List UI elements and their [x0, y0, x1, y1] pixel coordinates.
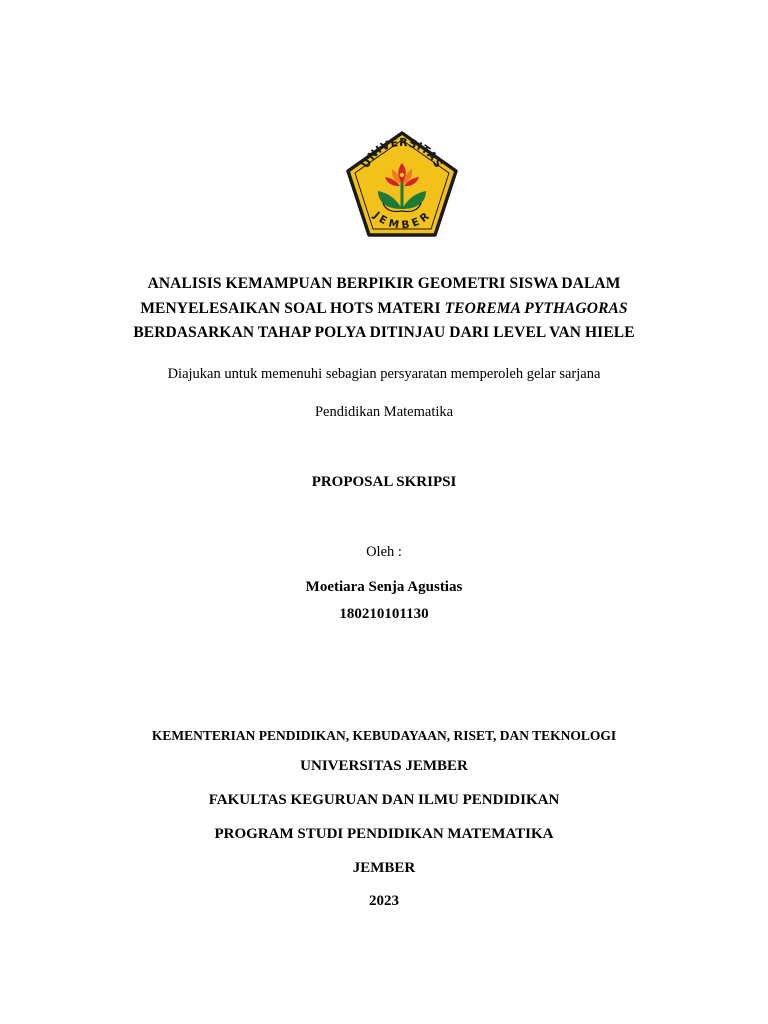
program-name: Pendidikan Matematika: [314, 404, 454, 420]
study-program-name: PROGRAM STUDI PENDIDIKAN MATEMATIKA: [214, 826, 554, 842]
document-type: PROPOSAL SKRIPSI: [311, 474, 457, 490]
logo-top-text: UNIVERSITAS: [358, 135, 446, 171]
title-line-2: [0, 301, 768, 317]
by-label: Oleh :: [366, 544, 402, 560]
title-line-2-italic: TEOREMA PYTHAGORAS: [444, 300, 628, 317]
title-line-1: ANALISIS KEMAMPUAN BERPIKIR GEOMETRI SISWA DALAM: [147, 275, 621, 292]
title-line-3: BERDASARKAN TAHAP POLYA DITINJAU DARI LEVEL VAN HIELE: [133, 324, 635, 341]
ministry-name: KEMENTERIAN PENDIDIKAN, KEBUDAYAAN, RISET, DAN TEKNOLOGI: [151, 728, 617, 743]
author-nim: 180210101130: [339, 606, 429, 622]
purpose-text: Diajukan untuk memenuhi sebagian persyaratan memperoleh gelar sarjana: [167, 366, 601, 382]
year: 2023: [369, 893, 399, 909]
author-name: Moetiara Senja Agustias: [305, 579, 463, 595]
university-logo: [345, 131, 459, 238]
city-name: JEMBER: [352, 860, 416, 876]
logo-bottom-text: JEMBER: [370, 209, 433, 232]
title-line-2-text: MENYELESAIKAN SOAL HOTS MATERI: [140, 300, 445, 317]
faculty-name: FAKULTAS KEGURUAN DAN ILMU PENDIDIKAN: [208, 792, 560, 808]
university-name: UNIVERSITAS JEMBER: [300, 758, 468, 774]
